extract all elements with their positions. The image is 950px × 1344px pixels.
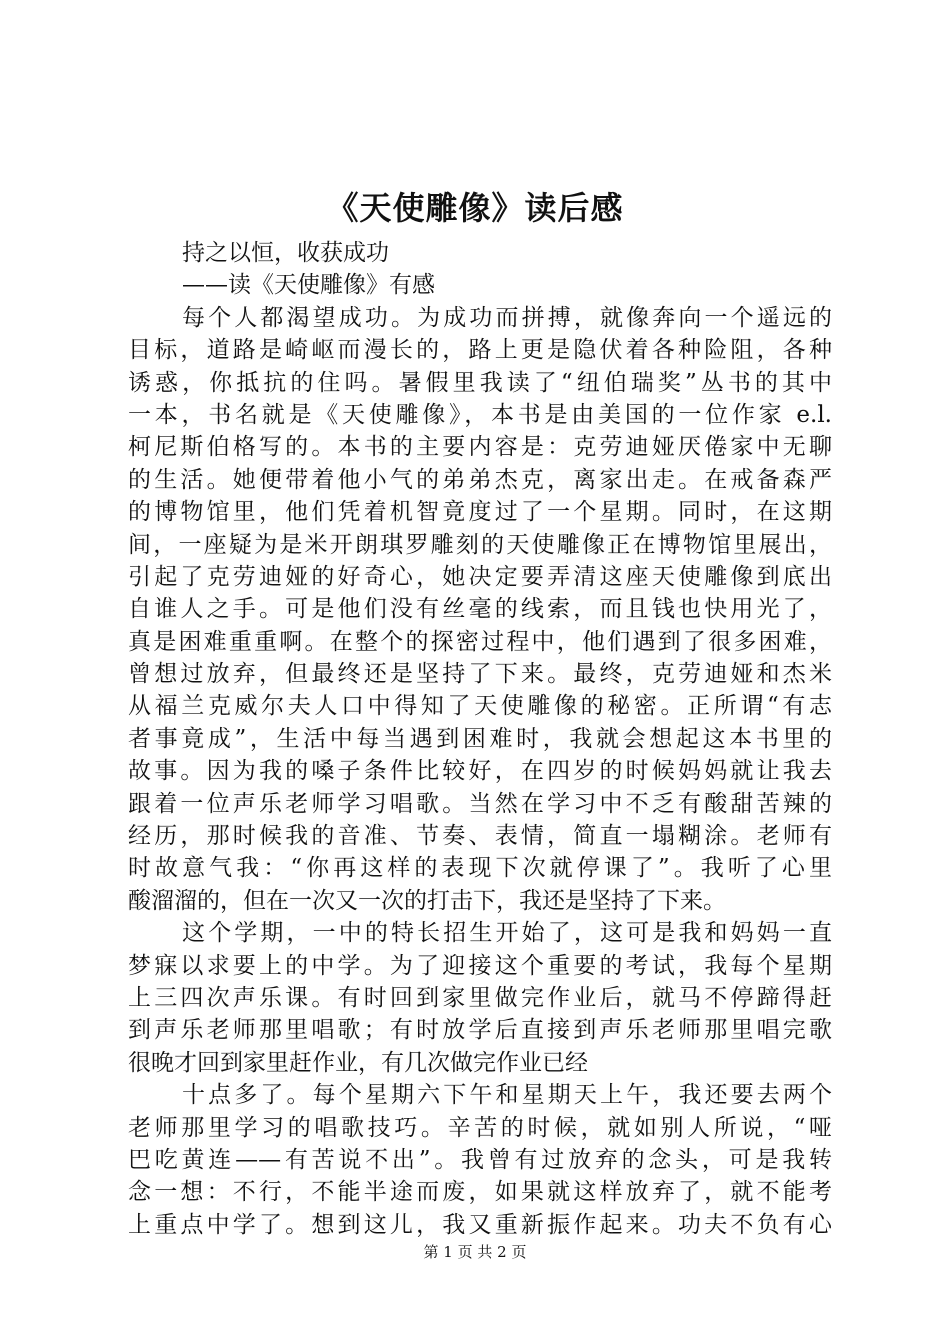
text-line: 上三四次声乐课。有时回到家里做完作业后，就马不停蹄得赶: [128, 984, 832, 1011]
text-line: 者事竟成”，生活中每当遇到困难时，我就会想起这本书里的: [128, 725, 832, 752]
text-line: 念一想：不行，不能半途而废，如果就这样放弃了，就不能考: [128, 1179, 832, 1206]
text-line: 这个学期，一中的特长招生开始了，这可是我和妈妈一直: [182, 920, 832, 947]
text-line: 从福兰克威尔夫人口中得知了天使雕像的秘密。正所谓“有志: [128, 693, 832, 720]
text-line: 自谁人之手。可是他们没有丝毫的线索，而且钱也快用光了，: [128, 596, 832, 623]
text-line: 间，一座疑为是米开朗琪罗雕刻的天使雕像正在博物馆里展出，: [128, 531, 832, 558]
text-line: 的博物馆里，他们凭着机智竟度过了一个星期。同时，在这期: [128, 499, 832, 526]
page-footer: 第 1 页 共 2 页: [423, 1243, 527, 1261]
text-line: 梦寐以求要上的中学。为了迎接这个重要的考试，我每个星期: [128, 952, 832, 979]
text-line: 一本，书名就是《天使雕像》，本书是由美国的一位作家 e.l.: [128, 401, 832, 428]
text-line: ——读《天使雕像》有感: [182, 272, 435, 299]
text-line: 持之以恒，收获成功: [182, 240, 389, 266]
text-line: 巴吃黄连——有苦说不出”。我曾有过放弃的念头，可是我转: [128, 1146, 832, 1173]
text-line: 老师那里学习的唱歌技巧。辛苦的时候，就如别人所说，“哑: [128, 1114, 832, 1141]
text-line: 很晚才回到家里赶作业，有几次做完作业已经: [128, 1049, 588, 1076]
document-body: [128, 237, 832, 1241]
text-line: 故事。因为我的嗓子条件比较好，在四岁的时候妈妈就让我去: [128, 758, 832, 785]
text-line: 酸溜溜的，但在一次又一次的打击下，我还是坚持了下来。: [128, 887, 726, 914]
text-line: 柯尼斯伯格写的。本书的主要内容是：克劳迪娅厌倦家中无聊: [128, 434, 832, 461]
document-title: 《天使雕像》读后感: [326, 189, 624, 227]
text-line: 曾想过放弃，但最终还是坚持了下来。最终，克劳迪娅和杰米: [128, 661, 832, 688]
text-line: 目标，道路是崎岖而漫长的，路上更是隐伏着各种险阻，各种: [128, 337, 832, 364]
text-line: 时故意气我：“你再这样的表现下次就停课了”。我听了心里: [128, 855, 832, 882]
text-line: 真是困难重重啊。在整个的探密过程中，他们遇到了很多困难，: [128, 628, 832, 655]
text-line: 经历，那时候我的音准、节奏、表情，简直一塌糊涂。老师有: [128, 823, 832, 850]
text-line: 十点多了。每个星期六下午和星期天上午，我还要去两个: [182, 1082, 832, 1109]
text-line: 每个人都渴望成功。为成功而拼搏，就像奔向一个遥远的: [182, 304, 832, 331]
text-line: 跟着一位声乐老师学习唱歌。当然在学习中不乏有酸甜苦辣的: [128, 790, 832, 817]
text-line: 诱惑，你抵抗的住吗。暑假里我读了“纽伯瑞奖”丛书的其中: [128, 369, 832, 396]
text-line: 引起了克劳迪娅的好奇心，她决定要弄清这座天使雕像到底出: [128, 563, 832, 590]
text-line: 的生活。她便带着他小气的弟弟杰克，离家出走。在戒备森严: [128, 466, 832, 493]
text-line: 到声乐老师那里唱歌；有时放学后直接到声乐老师那里唱完歌: [128, 1017, 832, 1044]
text-line: 上重点中学了。想到这儿，我又重新振作起来。功夫不负有心: [128, 1211, 832, 1238]
